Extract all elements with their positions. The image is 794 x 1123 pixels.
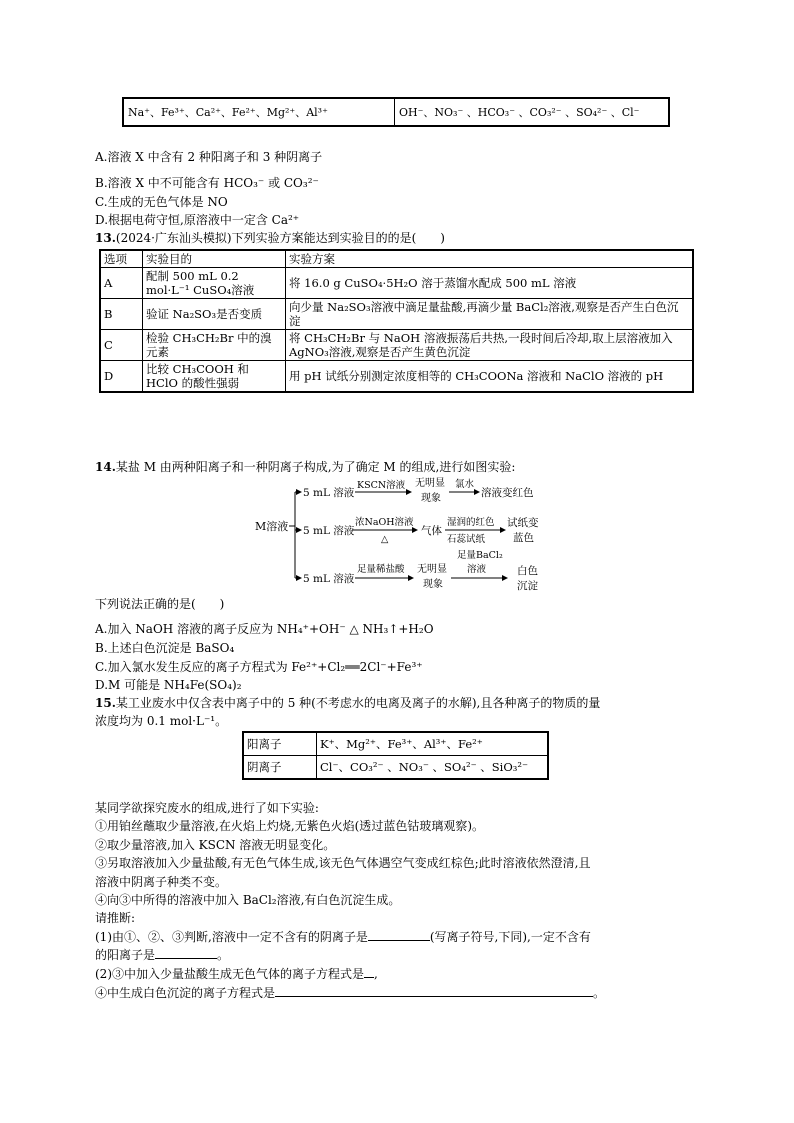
option-cell: C (100, 330, 143, 361)
cation-label: 阳离子 (243, 732, 317, 756)
branch1-obs-a: 无明显 (415, 478, 445, 489)
branch1-reagent: KSCN溶液 (357, 480, 406, 491)
heat-symbol: △ (381, 534, 389, 545)
q15-sub1-cont (95, 947, 229, 962)
flowchart-svg (255, 474, 555, 596)
q15-stem (95, 696, 600, 710)
q14-option-c: C.加入氯水发生反应的离子方程式为 Fe²⁺+Cl₂══2Cl⁻+Fe³⁺ (95, 660, 423, 674)
sub2-end: , (374, 967, 378, 981)
header-plan: 实验方案 (286, 250, 694, 268)
question-text: (2024·广东汕头模拟)下列实验方案能达到实验目的的是( ) (115, 231, 445, 245)
answer-blank-2[interactable] (155, 947, 217, 959)
branch1-sample: 5 mL 溶液 (303, 487, 355, 499)
plan-cell: 向少量 Na₂SO₃溶液中滴足量盐酸,再滴少量 BaCl₂溶液,观察是否产生白色沉淀 (286, 299, 694, 330)
cation-cell: Na⁺、Fe³⁺、Ca²⁺、Fe²⁺、Mg²⁺、Al³⁺ (123, 98, 395, 126)
branch3-reagent2-b: 溶液 (467, 564, 487, 575)
option-cell: A (100, 268, 143, 299)
purpose-cell: 验证 Na₂SO₃是否变质 (143, 299, 286, 330)
table-row (100, 361, 693, 393)
anion-list: Cl⁻、CO₃²⁻ 、NO₃⁻ 、SO₄²⁻ 、SiO₃²⁻ (317, 756, 549, 780)
q15-infer: 请推断: (95, 911, 136, 925)
q13-stem (95, 231, 445, 245)
table-row (100, 268, 693, 299)
branch2-test-a: 湿润的红色 (447, 517, 495, 528)
header-option: 选项 (100, 250, 143, 268)
branch2-reagent: 浓NaOH溶液 (355, 517, 414, 528)
sub1-text-a: (1)由①、②、③判断,溶液中一定不含有的阴离子是 (95, 930, 368, 944)
sub2-text: (2)③中加入少量盐酸生成无色气体的离子方程式是 (95, 967, 364, 981)
table-row (243, 732, 548, 756)
header-purpose: 实验目的 (143, 250, 286, 268)
branch2-product: 气体 (421, 525, 442, 537)
anion-label: 阴离子 (243, 756, 317, 780)
q14-stem (95, 460, 515, 474)
q15-step-4: ④向③中所得的溶液中加入 BaCl₂溶液,有白色沉淀生成。 (95, 893, 401, 907)
question-text: 某工业废水中仅含表中离子中的 5 种(不考虑水的电离及离子的水解),且各种离子的物质的量 (115, 696, 601, 710)
table-row (100, 299, 693, 330)
sub3-end: 。 (593, 986, 606, 1000)
q15-sub1 (95, 929, 591, 944)
q14-option-d: D.M 可能是 NH₄Fe(SO₄)₂ (95, 678, 242, 692)
experiment-table-q13 (99, 249, 694, 393)
option-cell: D (100, 361, 143, 393)
question-number: 13. (95, 231, 116, 245)
answer-blank-1[interactable] (368, 929, 430, 941)
ion-table-q15 (242, 731, 549, 780)
question-number: 15. (95, 696, 116, 710)
q14-option-a: A.加入 NaOH 溶液的离子反应为 NH₄⁺+OH⁻ △ NH₃↑+H₂O (95, 622, 434, 636)
table-row (123, 98, 669, 126)
q12-option-d: D.根据电荷守恒,原溶液中一定含 Ca²⁺ (95, 213, 300, 227)
plan-cell: 用 pH 试纸分别测定浓度相等的 CH₃COONa 溶液和 NaClO 溶液的 pH (286, 361, 694, 393)
branch3-result-a: 白色 (517, 565, 538, 577)
purpose-cell: 配制 500 mL 0.2 mol·L⁻¹ CuSO₄溶液 (143, 268, 286, 299)
q12-option-a: A.溶液 X 中含有 2 种阳离子和 3 种阴离子 (95, 150, 323, 164)
q15-stem-cont: 浓度均为 0.1 mol·L⁻¹。 (95, 714, 228, 728)
q14-option-b: B.上述白色沉淀是 BaSO₄ (95, 641, 235, 655)
answer-blank-3[interactable] (364, 966, 374, 978)
branch3-reagent2-a: 足量BaCl₂ (457, 550, 503, 561)
q15-sub2 (95, 966, 378, 981)
branch1-obs-b: 现象 (421, 493, 441, 504)
branch3-sample: 5 mL 溶液 (303, 573, 355, 585)
table-row (100, 330, 693, 361)
sub1-text-b: (写离子符号,下同),一定不含有 (429, 930, 591, 944)
sub3-text: ④中生成白色沉淀的离子方程式是 (95, 986, 276, 1000)
q15-step-3: ③另取溶液加入少量盐酸,有无色气体生成,该无色气体遇空气变成红棕色;此时溶液依然澄清,且 (95, 856, 591, 870)
question-number: 14. (95, 460, 116, 474)
q15-step-2: ②取少量溶液,加入 KSCN 溶液无明显变化。 (95, 838, 336, 852)
table-row (243, 756, 548, 780)
branch1-result: 溶液变红色 (481, 487, 534, 499)
sub1-text-c: 的阳离子是 (95, 948, 156, 962)
branch2-result-a: 试纸变 (507, 517, 539, 529)
q15-step-1: ①用铂丝蘸取少量溶液,在火焰上灼烧,无紫色火焰(透过蓝色钴玻璃观察)。 (95, 819, 484, 833)
cation-list: K⁺、Mg²⁺、Fe³⁺、Al³⁺、Fe²⁺ (317, 732, 549, 756)
branch2-sample: 5 mL 溶液 (303, 525, 355, 537)
branch3-obs-b: 现象 (423, 579, 443, 590)
q12-option-c: C.生成的无色气体是 NO (95, 195, 228, 209)
branch3-obs-a: 无明显 (417, 564, 447, 575)
sub1-end: 。 (217, 948, 230, 962)
answer-blank-4[interactable] (275, 985, 593, 997)
q14-ask: 下列说法正确的是( ) (95, 597, 225, 611)
branch2-test-b: 石蕊试纸 (447, 534, 486, 545)
question-text: 某盐 M 由两种阳离子和一种阴离子构成,为了确定 M 的组成,进行如图实验: (115, 460, 516, 474)
plan-cell: 将 16.0 g CuSO₄·5H₂O 溶于蒸馏水配成 500 mL 溶液 (286, 268, 694, 299)
purpose-cell: 比较 CH₃COOH 和 HClO 的酸性强弱 (143, 361, 286, 393)
anion-cell: OH⁻、NO₃⁻ 、HCO₃⁻ 、CO₃²⁻ 、SO₄²⁻ 、Cl⁻ (395, 98, 670, 126)
branch3-reagent: 足量稀盐酸 (357, 564, 405, 575)
q12-option-b: B.溶液 X 中不可能含有 HCO₃⁻ 或 CO₃²⁻ (95, 176, 319, 190)
experiment-flowchart (255, 474, 555, 599)
table-header-row (100, 250, 693, 268)
purpose-cell: 检验 CH₃CH₂Br 中的溴元素 (143, 330, 286, 361)
branch3-result-b: 沉淀 (517, 580, 538, 592)
option-cell: B (100, 299, 143, 330)
q15-intro: 某同学欲探究废水的组成,进行了如下实验: (95, 801, 319, 815)
flow-source: M溶液 (255, 520, 289, 533)
branch2-result-b: 蓝色 (513, 532, 534, 544)
branch1-reagent2: 氯水 (455, 479, 475, 490)
plan-cell: 将 CH₃CH₂Br 与 NaOH 溶液振荡后共热,一段时间后冷却,取上层溶液加入 AgNO₃溶液,观察是否产生黄色沉淀 (286, 330, 694, 361)
q15-sub3 (95, 985, 605, 1000)
q15-step-3-cont: 溶液中阴离子种类不变。 (95, 875, 228, 889)
ion-table-q12 (122, 97, 670, 127)
